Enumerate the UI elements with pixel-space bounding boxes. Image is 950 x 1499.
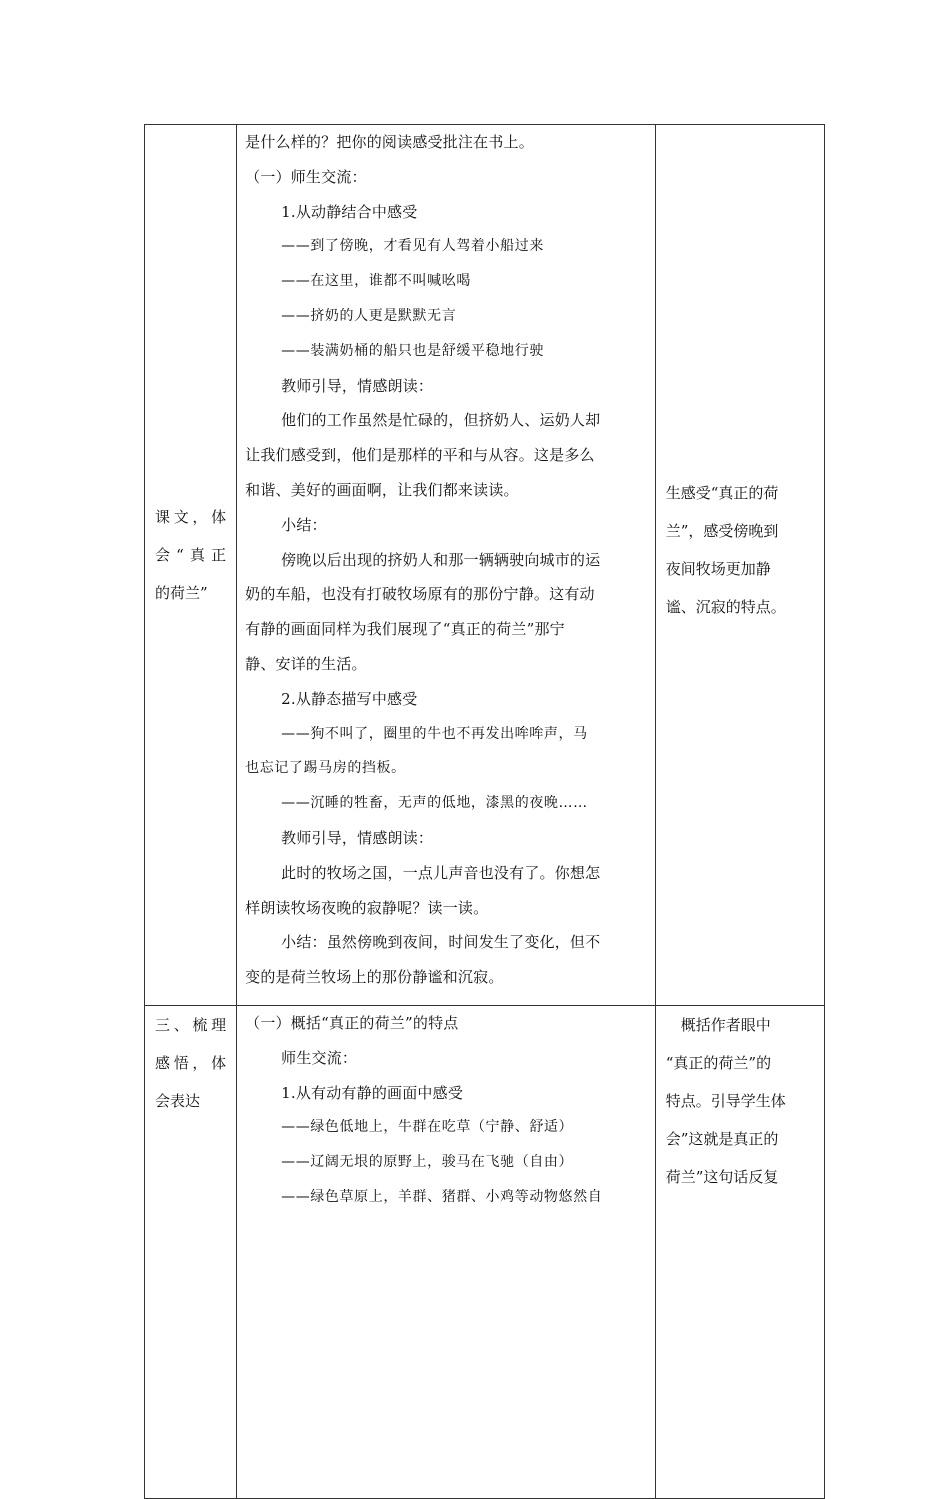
stage-line: 三、梳理 [155, 1016, 227, 1034]
text-line: 奶的车船，也没有打破牧场原有的那份宁静。这有动 [245, 585, 595, 604]
stage-line: 的荷兰” [155, 584, 208, 602]
text-line: 教师引导，情感朗读： [281, 828, 434, 847]
text-line: 傍晚以后出现的挤奶人和那一辆辆驶向城市的运 [281, 550, 601, 569]
intent-cell [655, 1006, 824, 1499]
activity-cell [237, 1006, 656, 1499]
text-line: 有静的画面同样为我们展现了“真正的荷兰”那宁 [245, 620, 565, 639]
table-row [145, 1006, 825, 1499]
text-line: ——辽阔无垠的原野上，骏马在飞驰（自由） [281, 1154, 574, 1171]
text-line: 2.从静态描写中感受 [281, 689, 418, 708]
text-line: ——在这里，谁都不叫喊吆喝 [281, 273, 471, 290]
text-line: 也忘记了踢马房的挡板。 [245, 760, 406, 777]
intent-cell [655, 125, 824, 1006]
text-line: ——到了傍晚，才看见有人驾着小船过来 [281, 238, 544, 255]
intent-line: 会”这就是真正的 [665, 1130, 779, 1148]
intent-line: 兰”，感受傍晚到 [665, 522, 779, 540]
intent-line: 夜间牧场更加静 [665, 560, 771, 578]
text-line: 静、安详的生活。 [245, 654, 367, 673]
text-line: 此时的牧场之国，一点儿声音也没有了。你想怎 [281, 863, 601, 882]
text-line: 小结：虽然傍晚到夜间，时间发生了变化，但不 [281, 933, 601, 952]
text-line: （一）师生交流： [245, 167, 367, 186]
lesson-plan-table [144, 124, 825, 1499]
text-line: 样朗读牧场夜晚的寂静呢？读一读。 [245, 898, 489, 917]
text-line: ——狗不叫了，圈里的牛也不再发出哞哞声，马 [281, 725, 588, 742]
text-line: ——绿色草原上，羊群、猪群、小鸡等动物悠然自 [281, 1188, 603, 1205]
activity-lines [245, 125, 647, 995]
text-line: 教师引导，情感朗读： [281, 376, 434, 395]
text-line: 和谐、美好的画面啊，让我们都来读读。 [245, 480, 519, 499]
intent-line: 概括作者眼中 [665, 1016, 771, 1034]
stage-line: 感悟，体 [155, 1054, 227, 1072]
stage-cell [145, 1006, 237, 1499]
text-line: ——绿色低地上，牛群在吃草（宁静、舒适） [281, 1119, 574, 1136]
text-line: 师生交流： [281, 1048, 358, 1067]
intent-line: 特点。引导学生体 [665, 1092, 786, 1110]
text-line: 1.从有动有静的画面中感受 [281, 1083, 464, 1102]
text-line: 让我们感受到，他们是那样的平和与从容。这是多么 [245, 446, 595, 465]
stage-cell [145, 125, 237, 1006]
text-line: 他们的工作虽然是忙碌的，但挤奶人、运奶人却 [281, 411, 601, 430]
intent-line: 荷兰”这句话反复 [665, 1168, 779, 1186]
activity-lines [245, 1006, 647, 1215]
stage-line: 课文，体 [155, 508, 227, 526]
text-line: ——挤奶的人更是默默无言 [281, 307, 457, 324]
activity-cell [237, 125, 656, 1006]
text-line: ——沉睡的牲畜，无声的低地，漆黑的夜晚…… [281, 795, 588, 812]
text-line: 1.从动静结合中感受 [281, 202, 418, 221]
text-line: ——装满奶桶的船只也是舒缓平稳地行驶 [281, 342, 544, 359]
text-line: 是什么样的？把你的阅读感受批注在书上。 [245, 133, 534, 151]
stage-line: 会“真正 [155, 546, 227, 564]
stage-line: 会表达 [155, 1092, 201, 1110]
text-line: 小结： [281, 515, 327, 534]
intent-line: “真正的荷兰”的 [665, 1054, 772, 1072]
intent-line: 生感受“真正的荷 [665, 484, 779, 502]
table-row [145, 125, 825, 1006]
intent-line: 谧、沉寂的特点。 [665, 598, 786, 616]
text-line: （一）概括“真正的荷兰”的特点 [245, 1014, 459, 1032]
text-line: 变的是荷兰牧场上的那份静谧和沉寂。 [245, 968, 504, 987]
